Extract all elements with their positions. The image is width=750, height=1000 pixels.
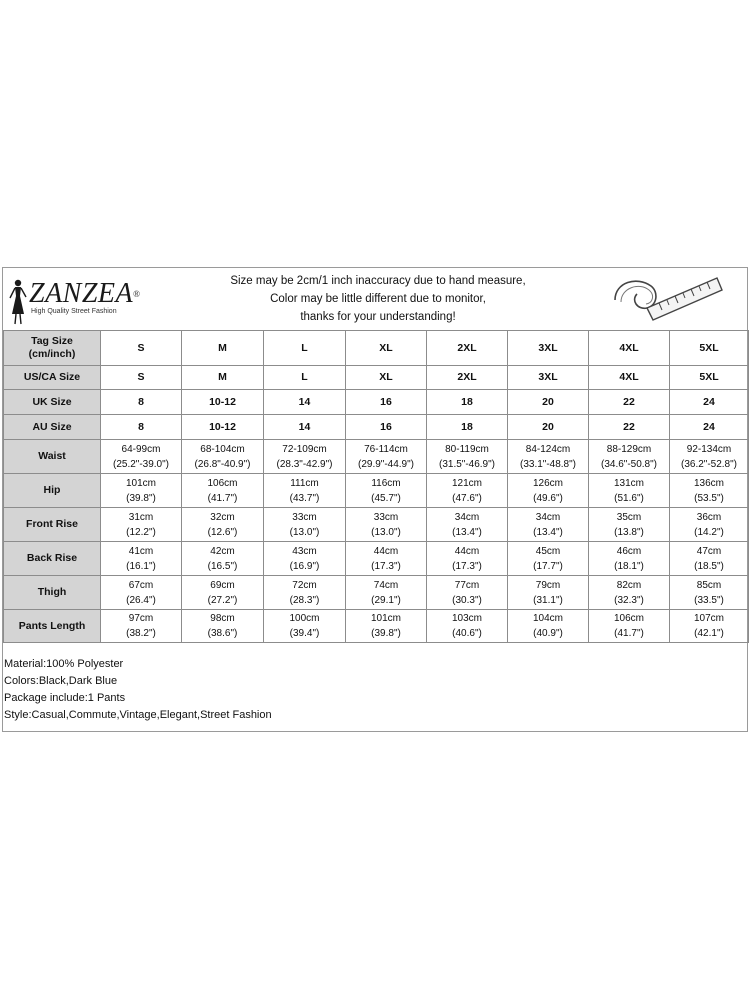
- cell-metric: 34cm: [535, 511, 561, 523]
- table-cell: 14: [264, 415, 346, 440]
- table-cell: [346, 542, 427, 576]
- cell-metric: 97cm: [128, 613, 154, 624]
- cell-imperial: (26.8"-40.9"): [194, 458, 251, 470]
- cell-metric: 126cm: [532, 477, 563, 489]
- cell-imperial: (41.7"): [207, 492, 238, 504]
- table-cell: [508, 440, 589, 474]
- cell-imperial: (27.2"): [207, 594, 238, 606]
- row-label-text: Back Rise: [26, 552, 78, 564]
- table-cell: [101, 474, 182, 508]
- table-cell: [589, 474, 670, 508]
- cell-metric: 104cm: [532, 613, 563, 624]
- row-label: [4, 390, 101, 415]
- cell-imperial: (33.5"): [694, 594, 724, 606]
- cell-imperial: (28.3"-42.9"): [276, 458, 333, 470]
- table-cell: [508, 474, 589, 508]
- cell-imperial: (45.7"): [371, 492, 401, 504]
- cell-imperial: (39.8"): [371, 628, 401, 639]
- measuring-tape-icon: [607, 270, 727, 328]
- cell-imperial: (31.1"): [533, 594, 563, 606]
- table-cell: [346, 610, 427, 643]
- table-cell: 16: [346, 390, 427, 415]
- table-cell: L: [264, 331, 346, 366]
- cell-imperial: (33.1"-48.8"): [519, 458, 576, 470]
- cell-imperial: (38.2"): [126, 628, 156, 639]
- table-cell: 20: [508, 415, 589, 440]
- cell-imperial: (40.6"): [452, 628, 482, 639]
- cell-imperial: (13.4"): [452, 526, 482, 538]
- table-row: [4, 415, 749, 440]
- table-row: [4, 542, 749, 576]
- package-text: Package include:1 Pants: [4, 692, 126, 704]
- row-label-text: (cm/inch): [28, 348, 76, 360]
- cell-metric: 106cm: [613, 613, 644, 624]
- cell-imperial: (38.6"): [207, 628, 238, 639]
- table-row: [4, 440, 749, 474]
- cell-imperial: (41.7"): [614, 628, 644, 639]
- table-cell: [182, 542, 264, 576]
- table-cell: [589, 576, 670, 610]
- cell-metric: 111cm: [290, 477, 319, 489]
- cell-metric: 41cm: [128, 545, 154, 557]
- table-cell: 24: [670, 390, 749, 415]
- row-label-text: Pants Length: [18, 619, 86, 632]
- row-label: [4, 474, 101, 508]
- table-row: [4, 508, 749, 542]
- style-text: Style:Casual,Commute,Vintage,Elegant,Street Fashion: [4, 709, 272, 721]
- notice-line: thanks for your understanding!: [300, 311, 456, 323]
- cell-imperial: (47.6"): [452, 492, 482, 504]
- table-cell: XL: [346, 366, 427, 390]
- cell-imperial: (36.2"-52.8"): [680, 458, 737, 470]
- table-cell: L: [264, 366, 346, 390]
- cell-metric: 79cm: [535, 579, 561, 591]
- table-row: [4, 610, 749, 643]
- table-cell: [589, 508, 670, 542]
- row-label-text: Front Rise: [26, 518, 78, 530]
- table-cell: 2XL: [427, 366, 508, 390]
- table-cell: [508, 576, 589, 610]
- fashion-figure-icon: [7, 278, 29, 326]
- row-label: [4, 331, 101, 366]
- table-cell: [508, 542, 589, 576]
- cell-imperial: (53.5"): [694, 492, 724, 504]
- row-label-text: Thigh: [37, 586, 67, 598]
- cell-metric: 68-104cm: [200, 443, 245, 455]
- table-cell: 4XL: [589, 366, 670, 390]
- table-cell: [670, 508, 749, 542]
- table-cell: [182, 508, 264, 542]
- cell-metric: 136cm: [693, 477, 724, 489]
- table-cell: 14: [264, 390, 346, 415]
- table-cell: [101, 576, 182, 610]
- cell-metric: 82cm: [616, 579, 642, 591]
- cell-imperial: (49.6"): [533, 492, 563, 504]
- cell-imperial: (17.3"): [371, 560, 401, 572]
- table-cell: 22: [589, 390, 670, 415]
- table-cell: [264, 610, 346, 643]
- measurement-notice: [183, 272, 573, 326]
- cell-metric: 116cm: [371, 477, 401, 489]
- table-cell: [670, 474, 749, 508]
- table-cell: [427, 440, 508, 474]
- product-details: [4, 656, 272, 724]
- row-label-text: Tag Size: [31, 335, 73, 347]
- table-cell: [182, 610, 264, 643]
- table-cell: [670, 440, 749, 474]
- cell-imperial: (42.1"): [694, 628, 724, 639]
- cell-imperial: (32.3"): [614, 594, 644, 606]
- table-row: [4, 366, 749, 390]
- table-cell: 5XL: [670, 331, 749, 366]
- cell-imperial: (39.4"): [289, 628, 320, 639]
- cell-metric: 85cm: [696, 579, 722, 591]
- table-cell: 10-12: [182, 390, 264, 415]
- cell-metric: 42cm: [210, 545, 235, 557]
- cell-imperial: (17.7"): [533, 560, 563, 572]
- notice-line: Size may be 2cm/1 inch inaccuracy due to hand measure,: [230, 275, 526, 287]
- cell-metric: 43cm: [292, 545, 317, 557]
- table-cell: 18: [427, 415, 508, 440]
- table-row: [4, 576, 749, 610]
- cell-imperial: (29.9"-44.9"): [357, 458, 414, 470]
- table-cell: [346, 508, 427, 542]
- table-cell: [670, 542, 749, 576]
- cell-imperial: (16.5"): [207, 560, 238, 572]
- table-cell: [427, 610, 508, 643]
- cell-metric: 101cm: [370, 613, 401, 624]
- table-cell: [101, 508, 182, 542]
- table-cell: [427, 474, 508, 508]
- cell-metric: 101cm: [125, 477, 156, 489]
- cell-metric: 31cm: [128, 511, 154, 523]
- row-label: [4, 508, 101, 542]
- row-label-text: UK Size: [32, 395, 72, 408]
- table-cell: 3XL: [508, 331, 589, 366]
- cell-imperial: (34.6"-50.8"): [600, 458, 657, 470]
- table-cell: 3XL: [508, 366, 589, 390]
- cell-metric: 35cm: [616, 511, 642, 523]
- table-cell: [101, 542, 182, 576]
- cell-metric: 45cm: [535, 545, 561, 557]
- table-cell: 4XL: [589, 331, 670, 366]
- table-cell: [589, 440, 670, 474]
- cell-imperial: (14.2"): [694, 526, 724, 538]
- table-cell: 10-12: [182, 415, 264, 440]
- row-label: [4, 440, 101, 474]
- row-label: [4, 542, 101, 576]
- cell-imperial: (12.2"): [126, 526, 156, 538]
- cell-imperial: (18.1"): [614, 560, 644, 572]
- cell-imperial: (29.1"): [371, 594, 401, 606]
- cell-metric: 72-109cm: [282, 443, 327, 455]
- cell-metric: 76-114cm: [364, 443, 408, 455]
- table-cell: [427, 508, 508, 542]
- table-cell: 20: [508, 390, 589, 415]
- table-cell: [427, 576, 508, 610]
- table-cell: [101, 610, 182, 643]
- cell-imperial: (26.4"): [126, 594, 156, 606]
- table-cell: [346, 576, 427, 610]
- table-cell: S: [101, 366, 182, 390]
- table-cell: [182, 576, 264, 610]
- table-cell: [101, 440, 182, 474]
- table-cell: [589, 610, 670, 643]
- cell-metric: 44cm: [373, 545, 399, 557]
- table-cell: XL: [346, 331, 427, 366]
- table-cell: 16: [346, 415, 427, 440]
- row-label: [4, 610, 101, 643]
- row-label-text: Hip: [43, 484, 61, 496]
- cell-metric: 84-124cm: [525, 443, 571, 455]
- table-cell: [264, 576, 346, 610]
- cell-imperial: (13.8"): [614, 526, 644, 538]
- cell-metric: 80-119cm: [445, 443, 489, 455]
- cell-metric: 33cm: [373, 511, 399, 523]
- row-label: [4, 366, 101, 390]
- cell-imperial: (25.2"-39.0"): [112, 458, 169, 470]
- table-cell: [670, 610, 749, 643]
- cell-metric: 69cm: [210, 579, 235, 591]
- notice-line: Color may be little different due to monitor,: [270, 293, 486, 305]
- cell-metric: 33cm: [292, 511, 317, 523]
- cell-imperial: (16.9"): [289, 560, 320, 572]
- cell-metric: 44cm: [454, 545, 480, 557]
- cell-imperial: (31.5"-46.9"): [438, 458, 495, 470]
- table-cell: M: [182, 366, 264, 390]
- table-cell: 18: [427, 390, 508, 415]
- cell-metric: 77cm: [454, 579, 480, 591]
- cell-imperial: (28.3"): [289, 594, 320, 606]
- colors-text: Colors:Black,Dark Blue: [4, 675, 118, 687]
- row-label: [4, 576, 101, 610]
- cell-imperial: (40.9"): [533, 628, 563, 639]
- table-row: [4, 331, 749, 366]
- size-chart-sheet: [2, 267, 748, 732]
- table-cell: [264, 508, 346, 542]
- cell-imperial: (43.7"): [289, 492, 320, 504]
- row-label-text: Waist: [38, 450, 66, 462]
- table-cell: 2XL: [427, 331, 508, 366]
- cell-metric: 121cm: [451, 477, 482, 489]
- table-cell: [508, 610, 589, 643]
- table-cell: [346, 474, 427, 508]
- cell-metric: 92-134cm: [686, 443, 732, 455]
- cell-metric: 32cm: [210, 511, 235, 523]
- brand-tagline: High Quality Street Fashion: [31, 308, 117, 315]
- cell-metric: 46cm: [616, 545, 642, 557]
- table-cell: 22: [589, 415, 670, 440]
- cell-metric: 72cm: [292, 579, 317, 591]
- table-cell: [182, 440, 264, 474]
- cell-imperial: (30.3"): [452, 594, 482, 606]
- table-cell: 8: [101, 415, 182, 440]
- table-cell: [264, 440, 346, 474]
- row-label-text: US/CA Size: [23, 371, 81, 383]
- cell-metric: 98cm: [210, 613, 235, 624]
- cell-metric: 34cm: [454, 511, 480, 523]
- cell-imperial: (17.3"): [452, 560, 482, 572]
- table-cell: [508, 508, 589, 542]
- cell-imperial: (12.6"): [207, 526, 238, 538]
- cell-imperial: (39.8"): [126, 492, 156, 504]
- material-text: Material:100% Polyester: [4, 658, 124, 670]
- table-cell: 8: [101, 390, 182, 415]
- table-row: [4, 474, 749, 508]
- table-cell: [589, 542, 670, 576]
- row-label-text: AU Size: [32, 420, 72, 433]
- cell-metric: 74cm: [373, 579, 399, 591]
- cell-imperial: (13.4"): [533, 526, 563, 538]
- cell-metric: 131cm: [613, 477, 644, 489]
- brand-name: ZANZEA®: [29, 278, 141, 309]
- table-row: [4, 390, 749, 415]
- table-cell: [264, 542, 346, 576]
- table-cell: [670, 576, 749, 610]
- cell-metric: 107cm: [693, 613, 724, 624]
- cell-imperial: (18.5"): [694, 560, 724, 572]
- row-label: [4, 415, 101, 440]
- cell-metric: 103cm: [451, 613, 482, 624]
- cell-metric: 36cm: [696, 511, 722, 523]
- cell-metric: 88-129cm: [606, 443, 652, 455]
- cell-metric: 47cm: [696, 545, 722, 557]
- brand-logo: [7, 278, 147, 326]
- cell-imperial: (13.0"): [289, 526, 320, 538]
- cell-metric: 67cm: [128, 579, 154, 591]
- cell-imperial: (16.1"): [126, 560, 156, 572]
- table-cell: [182, 474, 264, 508]
- cell-metric: 106cm: [207, 477, 238, 489]
- size-chart-header: [3, 268, 747, 330]
- table-cell: [427, 542, 508, 576]
- table-cell: M: [182, 331, 264, 366]
- table-cell: [264, 474, 346, 508]
- cell-metric: 64-99cm: [121, 443, 161, 455]
- cell-imperial: (13.0"): [371, 526, 401, 538]
- cell-metric: 100cm: [289, 613, 320, 624]
- table-cell: 24: [670, 415, 749, 440]
- table-cell: 5XL: [670, 366, 749, 390]
- size-table: [3, 330, 749, 643]
- table-cell: S: [101, 331, 182, 366]
- cell-imperial: (51.6"): [614, 492, 644, 504]
- table-cell: [346, 440, 427, 474]
